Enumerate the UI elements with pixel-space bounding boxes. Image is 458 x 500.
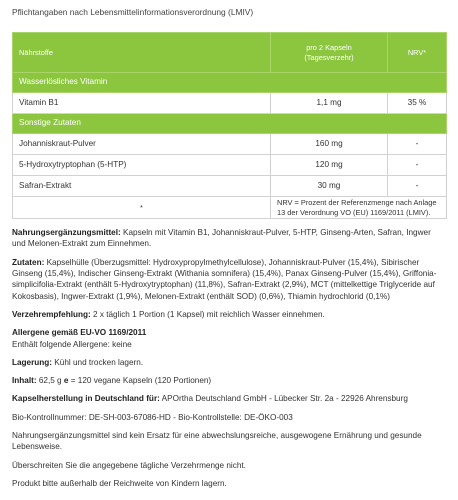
usage-paragraph	[12, 309, 446, 320]
bio-control-paragraph: Bio-Kontrollnummer: DE-SH-003-67086-HD - Bio-Kontrollstelle: DE-ÖKO-003	[12, 412, 293, 422]
section-header-row	[13, 73, 447, 93]
content-paragraph	[12, 375, 446, 386]
nutrient-nrv: 35 %	[388, 93, 447, 114]
ingredients-text: Kapselhülle (Überzugsmittel: Hydroxypropylmethylcellulose), Johanniskraut-Pulver (15,4%), Sibirischer Ginseng (15,4%), Indischer Ginseng-Extrakt (Withania somnifera) (15,4%), Panax Ginseng-Pulver (15,4%), Griffonia-simplicifolia-Extrakt (enthält 5-Hydroxytryptophan) (11,8%), Safran-Extrakt (2,9%), MCT (mittelkettige Triglyceride auf Kokosbasis), Ingwer-Extrakt (1,9%), Melonen-Extrakt (enthält SOD) (0,6%), Thiamin hydrochlorid (0,1%)	[12, 257, 437, 301]
nutrient-nrv: -	[388, 176, 447, 197]
footnote-marker: *	[140, 202, 143, 212]
dose-note-paragraph: Überschreiten Sie die angegebene tägliche Verzehrmenge nicht.	[12, 460, 246, 470]
table-row	[13, 155, 447, 176]
content-value: 62,5 g	[36, 376, 64, 386]
usage-label: Verzehrempfehlung:	[12, 309, 91, 319]
header-amount-line1: pro 2 Kapseln	[306, 42, 352, 52]
storage-paragraph	[12, 357, 446, 368]
header-nrv: NRV*	[388, 33, 447, 73]
table-row	[13, 93, 447, 114]
page-heading: Pflichtangaben nach Lebensmittelinformationsverordnung (LMIV)	[12, 7, 254, 17]
nutrient-name: 5-Hydroxytryptophan (5-HTP)	[13, 155, 271, 176]
allergens-paragraph	[12, 327, 446, 350]
allergens-label: Allergene gemäß EU-VO 1169/2011	[12, 328, 147, 338]
nutrient-amount: 30 mg	[271, 176, 388, 197]
nutrition-table	[12, 32, 447, 219]
designation-label: Nahrungsergänzungsmittel:	[12, 228, 121, 237]
nutrient-name: Johanniskraut-Pulver	[13, 134, 271, 155]
children-note-paragraph: Produkt bitte außerhalb der Reichweite von Kindern lagern.	[12, 479, 227, 488]
nutrient-amount: 120 mg	[271, 155, 388, 176]
table-row	[13, 176, 447, 197]
nutrient-name: Safran-Extrakt	[13, 176, 271, 197]
allergens-text: Enthält folgende Allergene: keine	[12, 339, 132, 349]
section-title: Wasserlösliches Vitamin	[13, 73, 447, 93]
footnote-text: NRV = Prozent der Referenzmenge nach Anlage 13 der Verordnung VO (EU) 1169/2011 (LMIV).	[271, 197, 447, 219]
designation-text: Kapseln mit Vitamin B1, Johanniskraut-Pulver, 5-HTP, Ginseng-Arten, Safran, Ingwer und Melonen-Extrakt zum Einnehmen.	[12, 228, 431, 249]
manufacturer-text: APOrtha Deutschland GmbH - Lübecker Str. 2a - 22926 Ahrensburg	[159, 394, 408, 404]
storage-text: Kühl und trocken lagern.	[52, 357, 144, 367]
ingredients-paragraph	[12, 257, 446, 302]
nutrient-amount: 160 mg	[271, 134, 388, 155]
header-amount	[271, 33, 388, 73]
footnote-row	[13, 197, 447, 219]
usage-text: 2 x täglich 1 Portion (1 Kapsel) mit reichlich Wasser einnehmen.	[90, 309, 325, 319]
content-approx-mark: e	[63, 376, 69, 386]
nutrient-nrv: -	[388, 134, 447, 155]
storage-label: Lagerung:	[12, 357, 53, 367]
ingredients-label: Zutaten:	[12, 257, 45, 267]
manufacturer-paragraph	[12, 393, 446, 404]
nutrient-nrv: -	[388, 155, 447, 176]
section-title: Sonstige Zutaten	[13, 114, 447, 134]
nutrient-amount: 1,1 mg	[271, 93, 388, 114]
content-rest: = 120 vegane Kapseln (120 Portionen)	[68, 376, 212, 386]
manufacturer-label: Kapselherstellung in Deutschland für:	[12, 394, 160, 404]
table-header-row	[13, 33, 447, 73]
nutrient-name: Vitamin B1	[13, 93, 271, 114]
designation-paragraph	[12, 227, 446, 250]
header-amount-line2: (Tagesverzehr)	[304, 52, 354, 62]
section-header-row	[13, 114, 447, 134]
content-label: Inhalt:	[12, 376, 37, 386]
product-details	[12, 227, 446, 489]
table-row	[13, 134, 447, 155]
footnote-marker-cell	[13, 197, 271, 219]
diet-note-paragraph: Nahrungsergänzungsmittel sind kein Ersatz für eine abwechslungsreiche, ausgewogene Ernährung und gesunde Lebensweise.	[12, 431, 422, 452]
header-nutrients: Nährstoffe	[13, 33, 271, 73]
